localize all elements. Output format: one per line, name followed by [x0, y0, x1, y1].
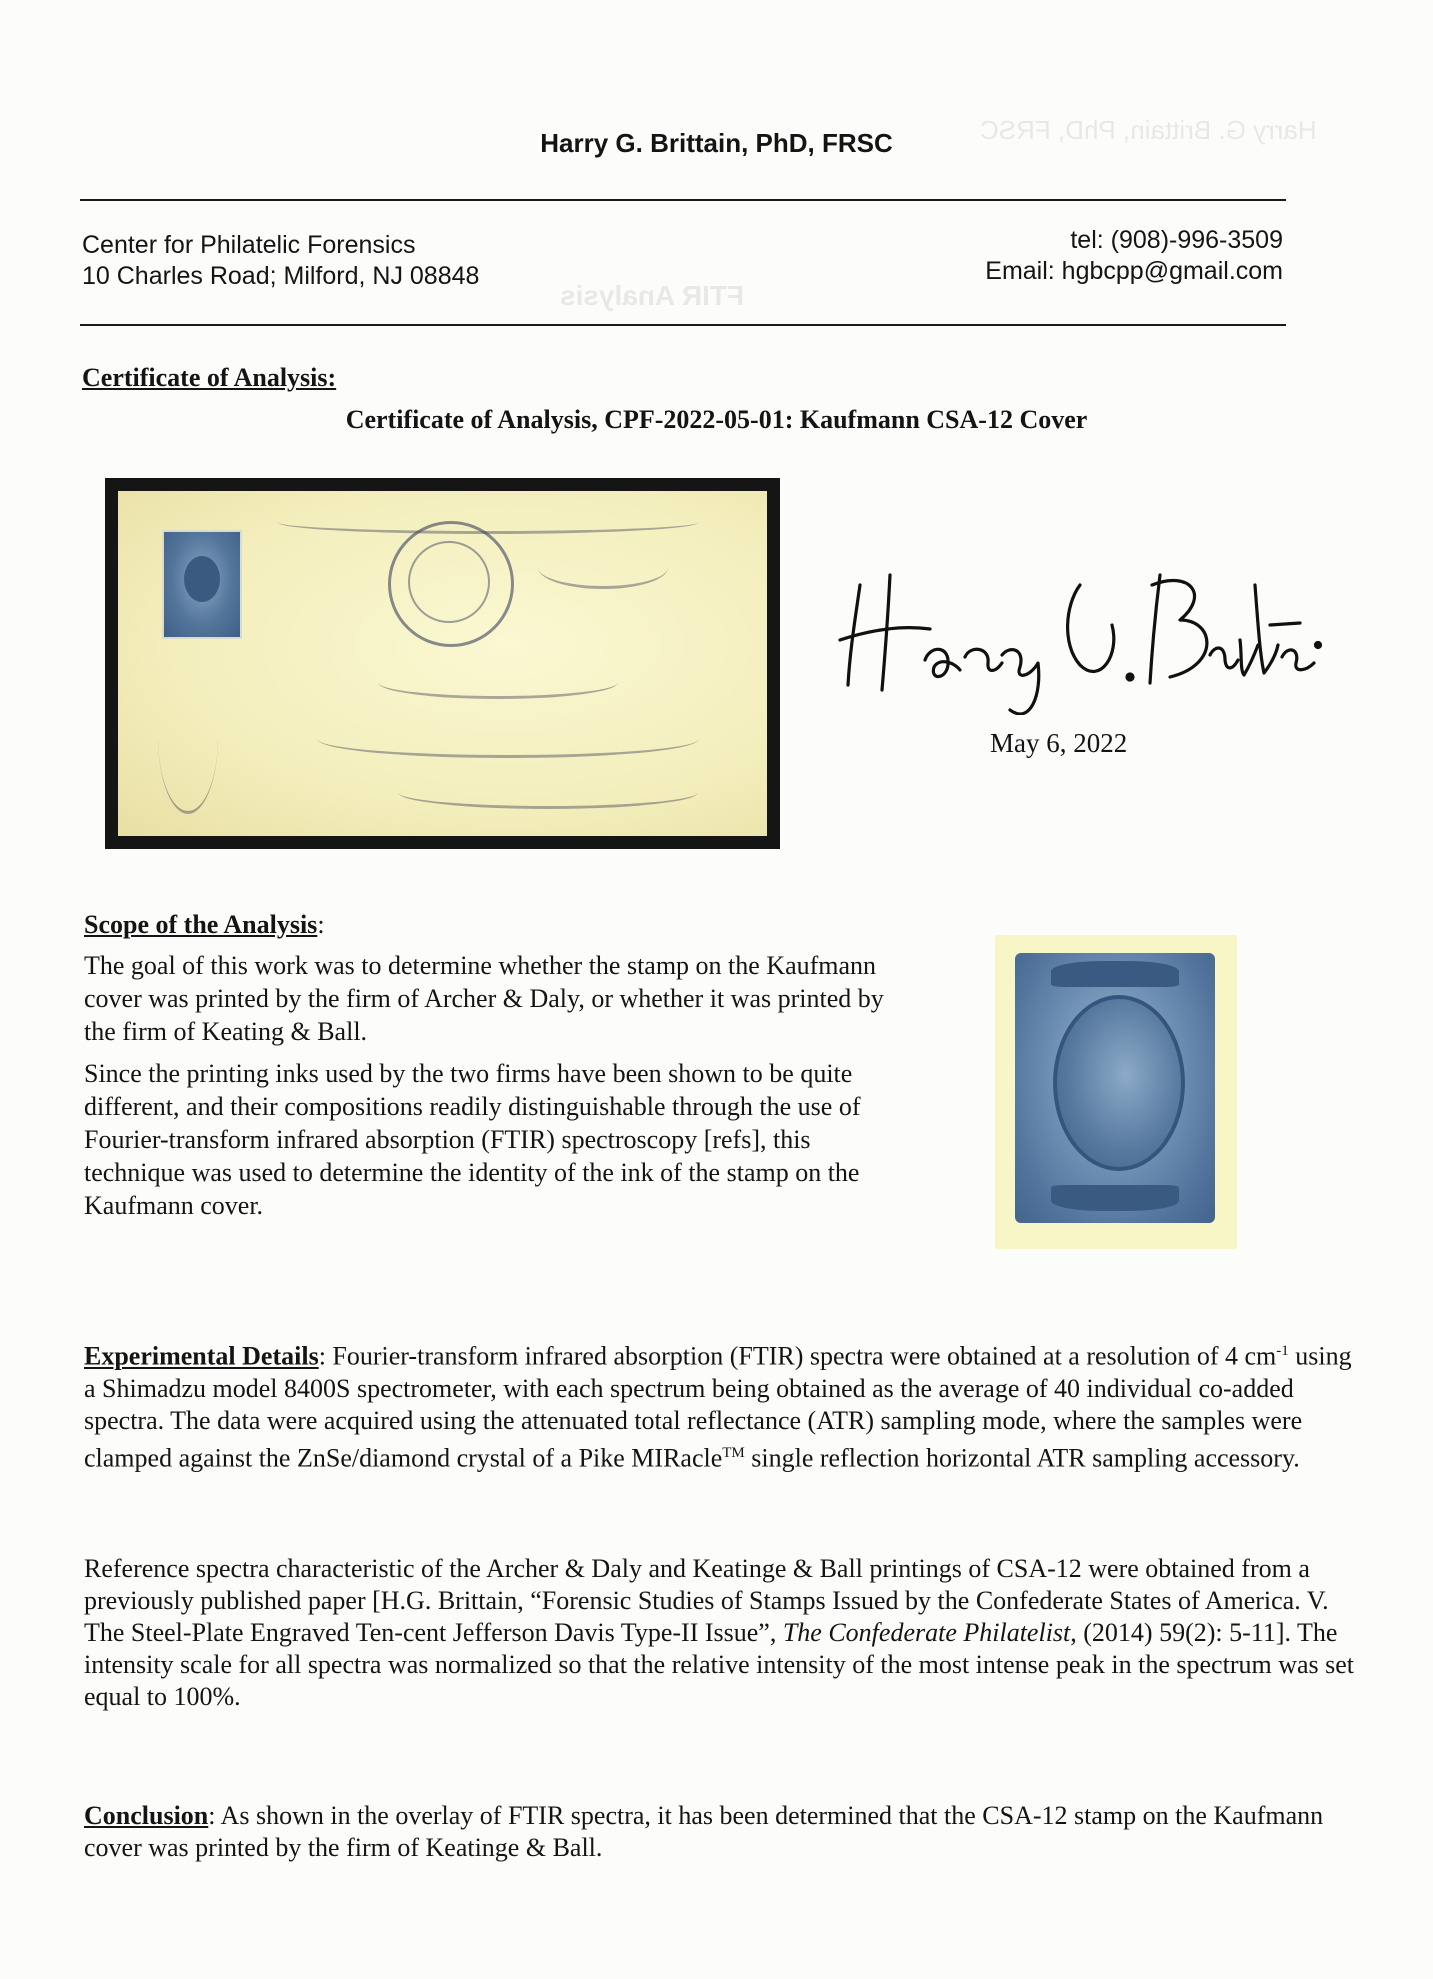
bleed-through-text: FTIR Analysis	[560, 280, 745, 311]
scope-paragraph-1: The goal of this work was to determine whether the stamp on the Kaufmann cover was printed by the firm of Archer & Daly, or whether it was printed by the firm of Keating & Ball.	[84, 951, 884, 1046]
contact-info	[985, 225, 1283, 287]
reference-text-a: Reference spectra characteristic of the Archer & Daly and Keatinge & Ball printings of CSA-12 were obtained from a previously published paper [H.G. Brittain, “Forensic Studies of Stamps Issued by the Confederate States of America. V. The Steel-Plate Engraved Ten-cent Jefferson Davis Type-II Issue”,	[84, 1554, 1329, 1647]
experimental-text-c: single reflection horizontal ATR sampling accessory.	[744, 1443, 1300, 1473]
handwriting-stroke	[278, 511, 698, 534]
wavenumber-exponent: -1	[1276, 1343, 1289, 1359]
handwriting-stroke	[158, 661, 218, 814]
scope-heading: Scope of the Analysis	[84, 910, 318, 939]
stamp-image-large	[1015, 953, 1215, 1223]
stamp-image-small	[162, 530, 242, 639]
trademark-symbol: TM	[722, 1444, 745, 1461]
header-divider-bottom	[80, 324, 1286, 326]
scope-heading-colon: :	[317, 910, 325, 939]
cover-photo	[105, 478, 780, 849]
conclusion-text: : As shown in the overlay of FTIR spectra, it has been determined that the CSA-12 stamp on the Kaufmann cover was printed by the firm of Keatinge & Ball.	[84, 1801, 1324, 1862]
scope-section	[84, 908, 914, 1222]
reference-text-b: , (2014) 59(2): 5-11]. The intensity scale for all spectra was normalized so that the relative intensity of the most intense peak in the spectrum was set equal to 100%.	[84, 1618, 1355, 1711]
certificate-heading: Certificate of Analysis:	[82, 363, 337, 392]
handwritten-signature	[830, 545, 1330, 715]
bleed-through-text: Harry G. Brittain, PhD, FRSC	[980, 115, 1317, 145]
phone-number: tel: (908)-996-3509	[1070, 226, 1283, 254]
conclusion-heading: Conclusion	[84, 1801, 209, 1830]
experimental-text-b: using a Shimadzu model 8400S spectrometer, with each spectrum being obtained as the average of 40 individual co-added spectra. The data were acquired using the attenuated total reflectance (ATR) sampling mode, where the samples were clamped against the ZnSe/diamond crystal of a Pike MIRacle	[84, 1341, 1352, 1473]
signature-date: May 6, 2022	[990, 728, 1128, 758]
experimental-section	[84, 1335, 1354, 1474]
street-address: 10 Charles Road; Milford, NJ 08848	[82, 262, 480, 290]
journal-title: The Confederate Philatelist	[782, 1618, 1071, 1647]
postmark-inner-circle	[408, 541, 490, 623]
certificate-title: Certificate of Analysis, CPF-2022-05-01: Kaufmann CSA-12 Cover	[345, 405, 1088, 434]
reference-section	[84, 1553, 1374, 1713]
author-name: Harry G. Brittain, PhD, FRSC	[540, 128, 893, 158]
organization-name: Center for Philatelic Forensics	[82, 231, 416, 259]
handwriting-stroke	[398, 776, 698, 809]
handwriting-stroke	[318, 721, 698, 758]
cover-envelope	[118, 491, 767, 836]
experimental-text-a: : Fourier-transform infrared absorption (FTIR) spectra were obtained at a resolution of 4 cm	[318, 1341, 1277, 1371]
scope-paragraph-2: Since the printing inks used by the two firms have been shown to be quite different, and their compositions readily distinguishable through the use of Fourier-transform infrared absorption (FTIR) spectroscopy [refs], this technique was used to determine the identity of the ink of the stamp on the Kaufmann cover.	[84, 1059, 861, 1220]
header-divider-top	[80, 199, 1286, 201]
stamp-photo-large	[995, 935, 1237, 1249]
experimental-heading: Experimental Details	[84, 1341, 319, 1371]
email-address: Email: hgbcpp@gmail.com	[985, 257, 1283, 285]
handwriting-stroke	[538, 546, 668, 589]
handwriting-stroke	[378, 666, 618, 699]
organization-address	[82, 230, 479, 292]
conclusion-section	[84, 1800, 1354, 1864]
